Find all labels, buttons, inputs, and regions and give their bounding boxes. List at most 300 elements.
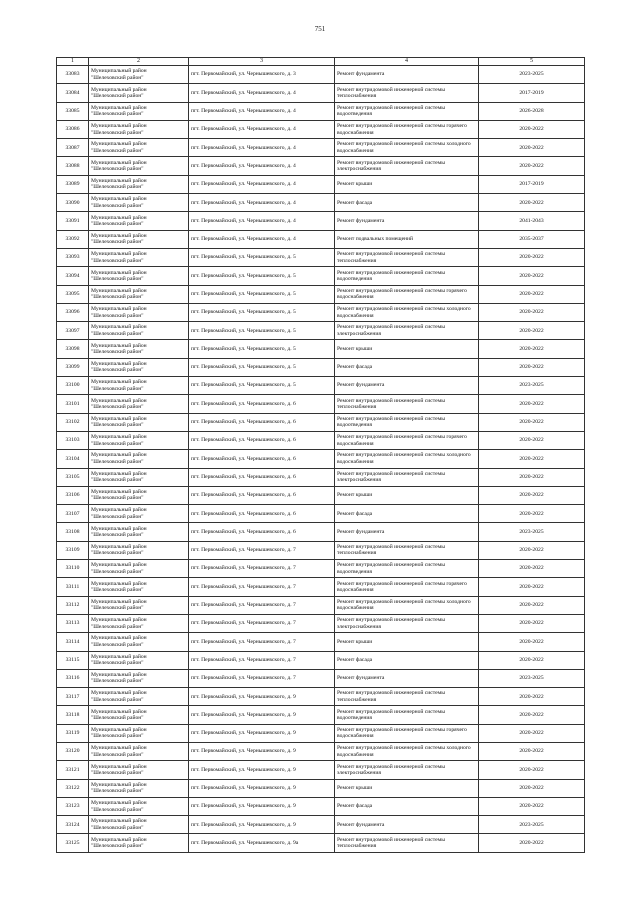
municipality-name: "Шелеховский район" bbox=[91, 74, 144, 81]
municipality-type: Муниципальный район bbox=[91, 123, 147, 130]
period-cell: 2020-2022 bbox=[479, 413, 585, 431]
period-cell: 2020-2022 bbox=[479, 450, 585, 468]
municipality-type: Муниципальный район bbox=[91, 672, 147, 679]
work-type-cell: Ремонт внутридомовой инженерной системы теплоснабжения bbox=[335, 541, 479, 559]
municipality-name: "Шелеховский район" bbox=[91, 330, 144, 337]
table-row bbox=[57, 431, 585, 449]
municipality-type: Муниципальный район bbox=[91, 104, 147, 111]
table-row bbox=[57, 596, 585, 614]
municipality-type: Муниципальный район bbox=[91, 324, 147, 331]
work-type-cell: Ремонт внутридомовой инженерной системы водоотведения bbox=[335, 560, 479, 578]
row-number: 33116 bbox=[57, 669, 89, 687]
municipality-type: Муниципальный район bbox=[91, 397, 147, 404]
municipality-type: Муниципальный район bbox=[91, 562, 147, 569]
municipality-name: "Шелеховский район" bbox=[91, 349, 144, 356]
work-type-cell: Ремонт внутридомовой инженерной системы водоотведения bbox=[335, 267, 479, 285]
municipality-name: "Шелеховский район" bbox=[91, 824, 144, 831]
address-cell: пгт. Первомайский, ул. Чернышевского, д. 7 bbox=[189, 614, 335, 632]
work-type-cell: Ремонт внутридомовой инженерной системы горячего водоснабжения bbox=[335, 285, 479, 303]
municipality-cell bbox=[89, 742, 189, 760]
address-cell: пгт. Первомайский, ул. Чернышевского, д. 9 bbox=[189, 779, 335, 797]
work-type-cell: Ремонт фасада bbox=[335, 194, 479, 212]
municipality-cell bbox=[89, 816, 189, 834]
address-cell: пгт. Первомайский, ул. Чернышевского, д. 4 bbox=[189, 157, 335, 175]
table-row bbox=[57, 797, 585, 815]
address-cell: пгт. Первомайский, ул. Чернышевского, д. 6 bbox=[189, 468, 335, 486]
municipality-type: Муниципальный район bbox=[91, 745, 147, 752]
row-number: 33112 bbox=[57, 596, 89, 614]
address-cell: пгт. Первомайский, ул. Чернышевского, д. 9 bbox=[189, 742, 335, 760]
row-number: 33095 bbox=[57, 285, 89, 303]
table-row bbox=[57, 468, 585, 486]
period-cell: 2020-2022 bbox=[479, 706, 585, 724]
municipality-name: "Шелеховский район" bbox=[91, 696, 144, 703]
work-type-cell: Ремонт фундамента bbox=[335, 377, 479, 395]
row-number: 33099 bbox=[57, 358, 89, 376]
period-cell: 2020-2022 bbox=[479, 779, 585, 797]
municipality-type: Муниципальный район bbox=[91, 287, 147, 294]
municipality-type: Муниципальный район bbox=[91, 342, 147, 349]
period-cell: 2020-2022 bbox=[479, 724, 585, 742]
period-cell: 2020-2022 bbox=[479, 157, 585, 175]
municipality-name: "Шелеховский район" bbox=[91, 440, 144, 447]
row-number: 33113 bbox=[57, 614, 89, 632]
work-type-cell: Ремонт фундамента bbox=[335, 212, 479, 230]
municipality-type: Муниципальный район bbox=[91, 635, 147, 642]
work-type-cell: Ремонт внутридомовой инженерной системы холодного водоснабжения bbox=[335, 450, 479, 468]
municipality-type: Муниципальный район bbox=[91, 86, 147, 93]
address-cell: пгт. Первомайский, ул. Чернышевского, д. 9а bbox=[189, 834, 335, 852]
municipality-cell bbox=[89, 596, 189, 614]
municipality-type: Муниципальный район bbox=[91, 489, 147, 496]
municipality-cell bbox=[89, 230, 189, 248]
address-cell: пгт. Первомайский, ул. Чернышевского, д. 7 bbox=[189, 669, 335, 687]
table-row bbox=[57, 139, 585, 157]
table-row bbox=[57, 614, 585, 632]
municipality-name: "Шелеховский район" bbox=[91, 733, 144, 740]
table-row bbox=[57, 651, 585, 669]
table-row bbox=[57, 505, 585, 523]
municipality-name: "Шелеховский район" bbox=[91, 715, 144, 722]
municipality-cell bbox=[89, 450, 189, 468]
row-number: 33084 bbox=[57, 84, 89, 102]
period-cell: 2020-2022 bbox=[479, 139, 585, 157]
municipality-cell bbox=[89, 120, 189, 138]
work-type-cell: Ремонт внутридомовой инженерной системы электроснабжения bbox=[335, 468, 479, 486]
address-cell: пгт. Первомайский, ул. Чернышевского, д. 9 bbox=[189, 706, 335, 724]
municipality-cell bbox=[89, 322, 189, 340]
municipality-cell bbox=[89, 395, 189, 413]
municipality-cell bbox=[89, 66, 189, 84]
period-cell: 2020-2022 bbox=[479, 560, 585, 578]
municipality-name: "Шелеховский район" bbox=[91, 385, 144, 392]
municipality-name: "Шелеховский район" bbox=[91, 257, 144, 264]
table-row bbox=[57, 267, 585, 285]
table-row bbox=[57, 816, 585, 834]
work-type-cell: Ремонт крыши bbox=[335, 340, 479, 358]
municipality-name: "Шелеховский район" bbox=[91, 239, 144, 246]
municipality-type: Муниципальный район bbox=[91, 178, 147, 185]
address-cell: пгт. Первомайский, ул. Чернышевского, д. 6 bbox=[189, 413, 335, 431]
municipality-name: "Шелеховский район" bbox=[91, 129, 144, 136]
row-number: 33111 bbox=[57, 578, 89, 596]
table-row bbox=[57, 66, 585, 84]
municipality-name: "Шелеховский район" bbox=[91, 294, 144, 301]
period-cell: 2020-2022 bbox=[479, 614, 585, 632]
address-cell: пгт. Первомайский, ул. Чернышевского, д. 7 bbox=[189, 651, 335, 669]
row-number: 33104 bbox=[57, 450, 89, 468]
work-type-cell: Ремонт крыши bbox=[335, 486, 479, 504]
period-cell: 2020-2022 bbox=[479, 358, 585, 376]
row-number: 33103 bbox=[57, 431, 89, 449]
municipality-cell bbox=[89, 267, 189, 285]
work-type-cell: Ремонт внутридомовой инженерной системы электроснабжения bbox=[335, 322, 479, 340]
work-type-cell: Ремонт фасада bbox=[335, 358, 479, 376]
period-cell: 2020-2022 bbox=[479, 541, 585, 559]
table-row bbox=[57, 761, 585, 779]
address-cell: пгт. Первомайский, ул. Чернышевского, д. 9 bbox=[189, 816, 335, 834]
repair-schedule-table bbox=[56, 57, 585, 853]
work-type-cell: Ремонт внутридомовой инженерной системы холодного водоснабжения bbox=[335, 742, 479, 760]
municipality-cell bbox=[89, 248, 189, 266]
address-cell: пгт. Первомайский, ул. Чернышевского, д. 9 bbox=[189, 797, 335, 815]
period-cell: 2020-2022 bbox=[479, 742, 585, 760]
period-cell: 2020-2022 bbox=[479, 797, 585, 815]
row-number: 33115 bbox=[57, 651, 89, 669]
municipality-type: Муниципальный район bbox=[91, 507, 147, 514]
work-type-cell: Ремонт крыши bbox=[335, 633, 479, 651]
row-number: 33108 bbox=[57, 523, 89, 541]
header-col-4: 4 bbox=[335, 58, 479, 66]
municipality-type: Муниципальный район bbox=[91, 434, 147, 441]
municipality-cell bbox=[89, 431, 189, 449]
work-type-cell: Ремонт внутридомовой инженерной системы горячего водоснабжения bbox=[335, 120, 479, 138]
table-row bbox=[57, 120, 585, 138]
work-type-cell: Ремонт фундамента bbox=[335, 66, 479, 84]
table-row bbox=[57, 230, 585, 248]
period-cell: 2020-2022 bbox=[479, 248, 585, 266]
municipality-name: "Шелеховский район" bbox=[91, 312, 144, 319]
table-row bbox=[57, 157, 585, 175]
municipality-cell bbox=[89, 578, 189, 596]
work-type-cell: Ремонт внутридомовой инженерной системы холодного водоснабжения bbox=[335, 139, 479, 157]
municipality-type: Муниципальный район bbox=[91, 141, 147, 148]
period-cell: 2020-2022 bbox=[479, 688, 585, 706]
table-row bbox=[57, 84, 585, 102]
municipality-name: "Шелеховский район" bbox=[91, 513, 144, 520]
municipality-type: Муниципальный район bbox=[91, 781, 147, 788]
table-row bbox=[57, 248, 585, 266]
row-number: 33091 bbox=[57, 212, 89, 230]
municipality-name: "Шелеховский район" bbox=[91, 660, 144, 667]
municipality-type: Муниципальный район bbox=[91, 580, 147, 587]
municipality-cell bbox=[89, 157, 189, 175]
header-col-1: 1 bbox=[57, 58, 89, 66]
table-row bbox=[57, 688, 585, 706]
row-number: 33092 bbox=[57, 230, 89, 248]
municipality-cell bbox=[89, 212, 189, 230]
work-type-cell: Ремонт крыши bbox=[335, 175, 479, 193]
municipality-name: "Шелеховский район" bbox=[91, 605, 144, 612]
municipality-cell bbox=[89, 688, 189, 706]
municipality-name: "Шелеховский район" bbox=[91, 147, 144, 154]
municipality-cell bbox=[89, 834, 189, 852]
municipality-cell bbox=[89, 614, 189, 632]
address-cell: пгт. Первомайский, ул. Чернышевского, д. 5 bbox=[189, 377, 335, 395]
period-cell: 2020-2022 bbox=[479, 468, 585, 486]
work-type-cell: Ремонт крыши bbox=[335, 779, 479, 797]
municipality-name: "Шелеховский район" bbox=[91, 641, 144, 648]
municipality-cell bbox=[89, 651, 189, 669]
period-cell: 2020-2022 bbox=[479, 303, 585, 321]
period-cell: 2020-2022 bbox=[479, 322, 585, 340]
municipality-cell bbox=[89, 84, 189, 102]
row-number: 33098 bbox=[57, 340, 89, 358]
table-row bbox=[57, 742, 585, 760]
municipality-type: Муниципальный район bbox=[91, 525, 147, 532]
municipality-type: Муниципальный район bbox=[91, 360, 147, 367]
period-cell: 2023-2025 bbox=[479, 66, 585, 84]
period-cell: 2020-2022 bbox=[479, 340, 585, 358]
municipality-name: "Шелеховский район" bbox=[91, 275, 144, 282]
municipality-name: "Шелеховский район" bbox=[91, 221, 144, 228]
table-row bbox=[57, 194, 585, 212]
table-row bbox=[57, 834, 585, 852]
municipality-name: "Шелеховский район" bbox=[91, 458, 144, 465]
row-number: 33106 bbox=[57, 486, 89, 504]
table-row bbox=[57, 486, 585, 504]
municipality-type: Муниципальный район bbox=[91, 653, 147, 660]
municipality-type: Муниципальный район bbox=[91, 598, 147, 605]
period-cell: 2020-2022 bbox=[479, 194, 585, 212]
row-number: 33088 bbox=[57, 157, 89, 175]
municipality-cell bbox=[89, 706, 189, 724]
address-cell: пгт. Первомайский, ул. Чернышевского, д. 5 bbox=[189, 322, 335, 340]
row-number: 33121 bbox=[57, 761, 89, 779]
period-cell: 2026-2028 bbox=[479, 102, 585, 120]
work-type-cell: Ремонт фасада bbox=[335, 797, 479, 815]
municipality-type: Муниципальный район bbox=[91, 269, 147, 276]
address-cell: пгт. Первомайский, ул. Чернышевского, д. 6 bbox=[189, 395, 335, 413]
municipality-type: Муниципальный район bbox=[91, 214, 147, 221]
row-number: 33122 bbox=[57, 779, 89, 797]
address-cell: пгт. Первомайский, ул. Чернышевского, д. 6 bbox=[189, 505, 335, 523]
row-number: 33097 bbox=[57, 322, 89, 340]
table-row bbox=[57, 779, 585, 797]
municipality-type: Муниципальный район bbox=[91, 415, 147, 422]
municipality-name: "Шелеховский район" bbox=[91, 403, 144, 410]
period-cell: 2020-2022 bbox=[479, 120, 585, 138]
address-cell: пгт. Первомайский, ул. Чернышевского, д. 4 bbox=[189, 175, 335, 193]
municipality-type: Муниципальный район bbox=[91, 306, 147, 313]
address-cell: пгт. Первомайский, ул. Чернышевского, д. 5 bbox=[189, 285, 335, 303]
work-type-cell: Ремонт внутридомовой инженерной системы теплоснабжения bbox=[335, 688, 479, 706]
work-type-cell: Ремонт фундамента bbox=[335, 669, 479, 687]
work-type-cell: Ремонт фасада bbox=[335, 505, 479, 523]
municipality-type: Муниципальный район bbox=[91, 763, 147, 770]
municipality-name: "Шелеховский район" bbox=[91, 550, 144, 557]
address-cell: пгт. Первомайский, ул. Чернышевского, д. 4 bbox=[189, 230, 335, 248]
table-row bbox=[57, 358, 585, 376]
work-type-cell: Ремонт внутридомовой инженерной системы теплоснабжения bbox=[335, 248, 479, 266]
municipality-type: Муниципальный район bbox=[91, 617, 147, 624]
row-number: 33120 bbox=[57, 742, 89, 760]
period-cell: 2023-2025 bbox=[479, 377, 585, 395]
municipality-type: Муниципальный район bbox=[91, 690, 147, 697]
table-row bbox=[57, 413, 585, 431]
row-number: 33086 bbox=[57, 120, 89, 138]
address-cell: пгт. Первомайский, ул. Чернышевского, д. 5 bbox=[189, 303, 335, 321]
table-row bbox=[57, 724, 585, 742]
work-type-cell: Ремонт внутридомовой инженерной системы горячего водоснабжения bbox=[335, 578, 479, 596]
municipality-name: "Шелеховский район" bbox=[91, 202, 144, 209]
row-number: 33089 bbox=[57, 175, 89, 193]
municipality-type: Муниципальный район bbox=[91, 159, 147, 166]
table-row bbox=[57, 395, 585, 413]
row-number: 33124 bbox=[57, 816, 89, 834]
address-cell: пгт. Первомайский, ул. Чернышевского, д. 5 bbox=[189, 267, 335, 285]
period-cell: 2017-2019 bbox=[479, 175, 585, 193]
period-cell: 2023-2025 bbox=[479, 523, 585, 541]
municipality-cell bbox=[89, 505, 189, 523]
municipality-name: "Шелеховский район" bbox=[91, 568, 144, 575]
municipality-name: "Шелеховский район" bbox=[91, 184, 144, 191]
row-number: 33114 bbox=[57, 633, 89, 651]
municipality-type: Муниципальный район bbox=[91, 251, 147, 258]
municipality-name: "Шелеховский район" bbox=[91, 586, 144, 593]
address-cell: пгт. Первомайский, ул. Чернышевского, д. 9 bbox=[189, 761, 335, 779]
work-type-cell: Ремонт внутридомовой инженерной системы водоотведения bbox=[335, 413, 479, 431]
address-cell: пгт. Первомайский, ул. Чернышевского, д. 5 bbox=[189, 248, 335, 266]
table-row bbox=[57, 175, 585, 193]
table-row bbox=[57, 669, 585, 687]
period-cell: 2020-2022 bbox=[479, 285, 585, 303]
row-number: 33101 bbox=[57, 395, 89, 413]
period-cell: 2017-2019 bbox=[479, 84, 585, 102]
address-cell: пгт. Первомайский, ул. Чернышевского, д. 4 bbox=[189, 120, 335, 138]
municipality-type: Муниципальный район bbox=[91, 379, 147, 386]
row-number: 33123 bbox=[57, 797, 89, 815]
work-type-cell: Ремонт внутридомовой инженерной системы водоотведения bbox=[335, 706, 479, 724]
municipality-name: "Шелеховский район" bbox=[91, 495, 144, 502]
row-number: 33093 bbox=[57, 248, 89, 266]
table-row bbox=[57, 560, 585, 578]
municipality-name: "Шелеховский район" bbox=[91, 111, 144, 118]
period-cell: 2020-2022 bbox=[479, 834, 585, 852]
period-cell: 2020-2022 bbox=[479, 486, 585, 504]
municipality-name: "Шелеховский район" bbox=[91, 532, 144, 539]
municipality-cell bbox=[89, 377, 189, 395]
period-cell: 2020-2022 bbox=[479, 267, 585, 285]
municipality-name: "Шелеховский район" bbox=[91, 92, 144, 99]
municipality-type: Муниципальный район bbox=[91, 818, 147, 825]
municipality-cell bbox=[89, 194, 189, 212]
address-cell: пгт. Первомайский, ул. Чернышевского, д. 3 bbox=[189, 66, 335, 84]
work-type-cell: Ремонт внутридомовой инженерной системы теплоснабжения bbox=[335, 834, 479, 852]
address-cell: пгт. Первомайский, ул. Чернышевского, д. 4 bbox=[189, 139, 335, 157]
municipality-name: "Шелеховский район" bbox=[91, 367, 144, 374]
row-number: 33118 bbox=[57, 706, 89, 724]
address-cell: пгт. Первомайский, ул. Чернышевского, д. 7 bbox=[189, 541, 335, 559]
table-row bbox=[57, 633, 585, 651]
period-cell: 2020-2022 bbox=[479, 651, 585, 669]
address-cell: пгт. Первомайский, ул. Чернышевского, д. 5 bbox=[189, 340, 335, 358]
period-cell: 2020-2022 bbox=[479, 578, 585, 596]
work-type-cell: Ремонт внутридомовой инженерной системы горячего водоснабжения bbox=[335, 724, 479, 742]
address-cell: пгт. Первомайский, ул. Чернышевского, д. 6 bbox=[189, 486, 335, 504]
municipality-cell bbox=[89, 779, 189, 797]
municipality-cell bbox=[89, 669, 189, 687]
address-cell: пгт. Первомайский, ул. Чернышевского, д. 9 bbox=[189, 688, 335, 706]
row-number: 33090 bbox=[57, 194, 89, 212]
work-type-cell: Ремонт внутридомовой инженерной системы холодного водоснабжения bbox=[335, 596, 479, 614]
table-row bbox=[57, 523, 585, 541]
row-number: 33119 bbox=[57, 724, 89, 742]
table-row bbox=[57, 340, 585, 358]
address-cell: пгт. Первомайский, ул. Чернышевского, д. 7 bbox=[189, 560, 335, 578]
municipality-cell bbox=[89, 358, 189, 376]
municipality-type: Муниципальный район bbox=[91, 800, 147, 807]
address-cell: пгт. Первомайский, ул. Чернышевского, д. 5 bbox=[189, 358, 335, 376]
municipality-cell bbox=[89, 797, 189, 815]
municipality-type: Муниципальный район bbox=[91, 726, 147, 733]
work-type-cell: Ремонт подвальных помещений bbox=[335, 230, 479, 248]
table-row bbox=[57, 285, 585, 303]
municipality-cell bbox=[89, 303, 189, 321]
table-row bbox=[57, 578, 585, 596]
municipality-type: Муниципальный район bbox=[91, 543, 147, 550]
municipality-cell bbox=[89, 340, 189, 358]
municipality-cell bbox=[89, 175, 189, 193]
municipality-name: "Шелеховский район" bbox=[91, 769, 144, 776]
address-cell: пгт. Первомайский, ул. Чернышевского, д. 9 bbox=[189, 724, 335, 742]
municipality-cell bbox=[89, 468, 189, 486]
period-cell: 2020-2022 bbox=[479, 395, 585, 413]
address-cell: пгт. Первомайский, ул. Чернышевского, д. 4 bbox=[189, 84, 335, 102]
header-col-3: 3 bbox=[189, 58, 335, 66]
period-cell: 2020-2022 bbox=[479, 505, 585, 523]
address-cell: пгт. Первомайский, ул. Чернышевского, д. 7 bbox=[189, 596, 335, 614]
period-cell: 2023-2025 bbox=[479, 816, 585, 834]
work-type-cell: Ремонт внутридомовой инженерной системы горячего водоснабжения bbox=[335, 431, 479, 449]
table-row bbox=[57, 102, 585, 120]
municipality-type: Муниципальный район bbox=[91, 452, 147, 459]
table-header bbox=[57, 58, 585, 66]
header-col-5: 5 bbox=[479, 58, 585, 66]
row-number: 33094 bbox=[57, 267, 89, 285]
table-row bbox=[57, 212, 585, 230]
address-cell: пгт. Первомайский, ул. Чернышевского, д. 4 bbox=[189, 194, 335, 212]
municipality-name: "Шелеховский район" bbox=[91, 422, 144, 429]
work-type-cell: Ремонт внутридомовой инженерной системы холодного водоснабжения bbox=[335, 303, 479, 321]
row-number: 33100 bbox=[57, 377, 89, 395]
municipality-cell bbox=[89, 523, 189, 541]
row-number: 33105 bbox=[57, 468, 89, 486]
header-row bbox=[57, 58, 585, 66]
municipality-name: "Шелеховский район" bbox=[91, 788, 144, 795]
period-cell: 2020-2022 bbox=[479, 431, 585, 449]
municipality-name: "Шелеховский район" bbox=[91, 678, 144, 685]
table-row bbox=[57, 541, 585, 559]
municipality-type: Муниципальный район bbox=[91, 68, 147, 75]
row-number: 33109 bbox=[57, 541, 89, 559]
row-number: 33107 bbox=[57, 505, 89, 523]
row-number: 33117 bbox=[57, 688, 89, 706]
municipality-cell bbox=[89, 541, 189, 559]
page-number: 751 bbox=[314, 25, 326, 33]
municipality-cell bbox=[89, 633, 189, 651]
municipality-name: "Шелеховский район" bbox=[91, 477, 144, 484]
